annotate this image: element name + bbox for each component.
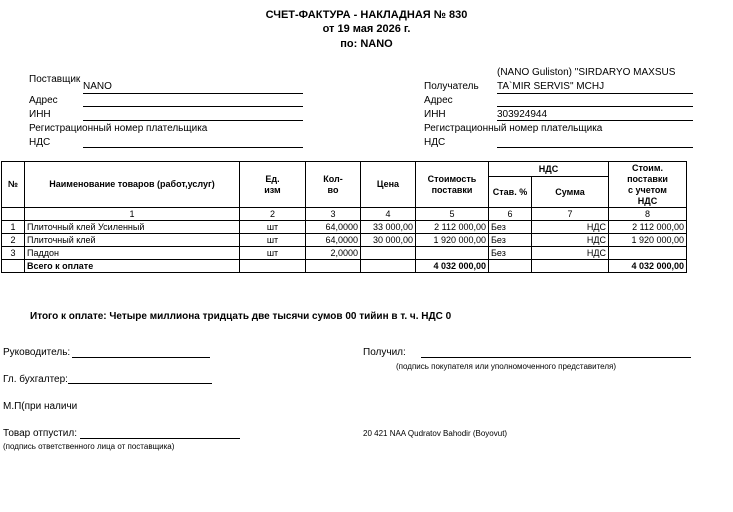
row-vat-rate: Без — [489, 247, 532, 260]
total-row-no — [2, 260, 25, 273]
row-name: Плиточный клей Усиленный — [25, 221, 240, 234]
stamp-label: М.П(при наличи — [3, 401, 78, 412]
recipient-label: Получатель — [424, 81, 479, 92]
released-note: (подпись ответственного лица от поставщика) — [3, 442, 175, 451]
row-no: 2 — [2, 234, 25, 247]
row-price — [361, 247, 416, 260]
row-total: 1 920 000,00 — [609, 234, 687, 247]
header-total: Стоим. поставки с учетом НДС — [609, 162, 687, 208]
row-no: 1 — [2, 221, 25, 234]
director-label: Руководитель: — [3, 347, 71, 358]
row-vat-rate: Без — [489, 234, 532, 247]
received-label: Получил: — [363, 347, 406, 358]
accountant-label: Гл. бухгалтер: — [3, 374, 68, 385]
recipient-name-line — [497, 93, 693, 94]
document-to: по: NANO — [340, 38, 393, 50]
recipient-vat-line — [497, 147, 693, 148]
total-label: Всего к оплате — [25, 260, 240, 273]
col-num: 6 — [489, 208, 532, 221]
released-signature-line — [80, 438, 240, 439]
received-note: (подпись покупателя или уполномоченного представителя) — [396, 362, 617, 371]
col-num: 8 — [609, 208, 687, 221]
document-date: от 19 мая 2026 г. — [322, 23, 411, 35]
row-unit: шт — [240, 221, 306, 234]
header-vat-rate: Став. % — [489, 177, 532, 208]
col-num: 2 — [240, 208, 306, 221]
total-unit — [240, 260, 306, 273]
col-num: 1 — [25, 208, 240, 221]
supplier-vat-label: НДС — [29, 137, 51, 148]
header-qty: Кол- во — [306, 162, 361, 208]
supplier-reg-label: Регистрационный номер плательщика — [29, 123, 208, 134]
total-cost: 4 032 000,00 — [416, 260, 489, 273]
row-qty: 2,0000 — [306, 247, 361, 260]
row-vat-sum: НДС — [532, 247, 609, 260]
total-in-words: Итого к оплате: Четыре миллиона тридцать две тысячи сумов 00 тийин в т. ч. НДС 0 — [30, 311, 452, 322]
row-qty: 64,0000 — [306, 221, 361, 234]
recipient-inn-label: ИНН — [424, 109, 446, 120]
row-total — [609, 247, 687, 260]
header-cost: Стоимость поставки — [416, 162, 489, 208]
col-num — [2, 208, 25, 221]
col-num: 3 — [306, 208, 361, 221]
table-row — [2, 234, 687, 247]
total-vat-rate — [489, 260, 532, 273]
supplier-address-label: Адрес — [29, 95, 58, 106]
header-vat-sum: Сумма — [532, 177, 609, 208]
table-row — [2, 221, 687, 234]
header-no: № — [2, 162, 25, 208]
col-num: 7 — [532, 208, 609, 221]
table-header-row — [2, 162, 687, 177]
row-unit: шт — [240, 247, 306, 260]
row-qty: 64,0000 — [306, 234, 361, 247]
row-name: Плиточный клей — [25, 234, 240, 247]
col-num: 4 — [361, 208, 416, 221]
header-price: Цена — [361, 162, 416, 208]
row-price: 30 000,00 — [361, 234, 416, 247]
col-num: 5 — [416, 208, 489, 221]
header-name: Наименование товаров (работ,услуг) — [25, 162, 240, 208]
accountant-signature-line — [68, 383, 212, 384]
recipient-address-line — [497, 106, 693, 107]
row-total: 2 112 000,00 — [609, 221, 687, 234]
total-qty — [306, 260, 361, 273]
row-cost — [416, 247, 489, 260]
row-no: 3 — [2, 247, 25, 260]
header-unit: Ед. изм — [240, 162, 306, 208]
row-vat-rate: Без — [489, 221, 532, 234]
recipient-address-label: Адрес — [424, 95, 453, 106]
row-price: 33 000,00 — [361, 221, 416, 234]
row-vat-sum: НДС — [532, 221, 609, 234]
supplier-inn-line — [83, 120, 303, 121]
recipient-reg-label: Регистрационный номер плательщика — [424, 123, 603, 134]
recipient-name-line2: TA`MIR SERVIS" MCHJ — [497, 81, 605, 92]
table-row — [2, 247, 687, 260]
supplier-inn-label: ИНН — [29, 109, 51, 120]
supplier-name-line — [83, 93, 303, 94]
recipient-vat-label: НДС — [424, 137, 446, 148]
total-row — [2, 260, 687, 273]
recipient-name-line1: (NANO Guliston) "SIRDARYO MAXSUS — [497, 67, 676, 78]
released-label: Товар отпустил: — [3, 428, 77, 439]
column-numbers-row — [2, 208, 687, 221]
row-cost: 2 112 000,00 — [416, 221, 489, 234]
row-name: Паддон — [25, 247, 240, 260]
supplier-address-line — [83, 106, 303, 107]
invoice-table — [1, 161, 687, 273]
recipient-inn: 303924944 — [497, 109, 548, 120]
recipient-inn-line — [497, 120, 693, 121]
proxy-text: 20 421 NAA Qudratov Bahodir (Boyovut) — [363, 429, 508, 438]
supplier-vat-line — [83, 147, 303, 148]
total-vat-sum — [532, 260, 609, 273]
header-vat: НДС — [489, 162, 609, 177]
total-price — [361, 260, 416, 273]
total-amount: 4 032 000,00 — [609, 260, 687, 273]
supplier-label: Поставщик — [29, 74, 81, 85]
supplier-name: NANO — [83, 81, 112, 92]
document-title: СЧЕТ-ФАКТУРА - НАКЛАДНАЯ № 830 — [265, 9, 468, 21]
received-signature-line — [421, 357, 691, 358]
director-signature-line — [72, 357, 210, 358]
row-unit: шт — [240, 234, 306, 247]
row-cost: 1 920 000,00 — [416, 234, 489, 247]
row-vat-sum: НДС — [532, 234, 609, 247]
